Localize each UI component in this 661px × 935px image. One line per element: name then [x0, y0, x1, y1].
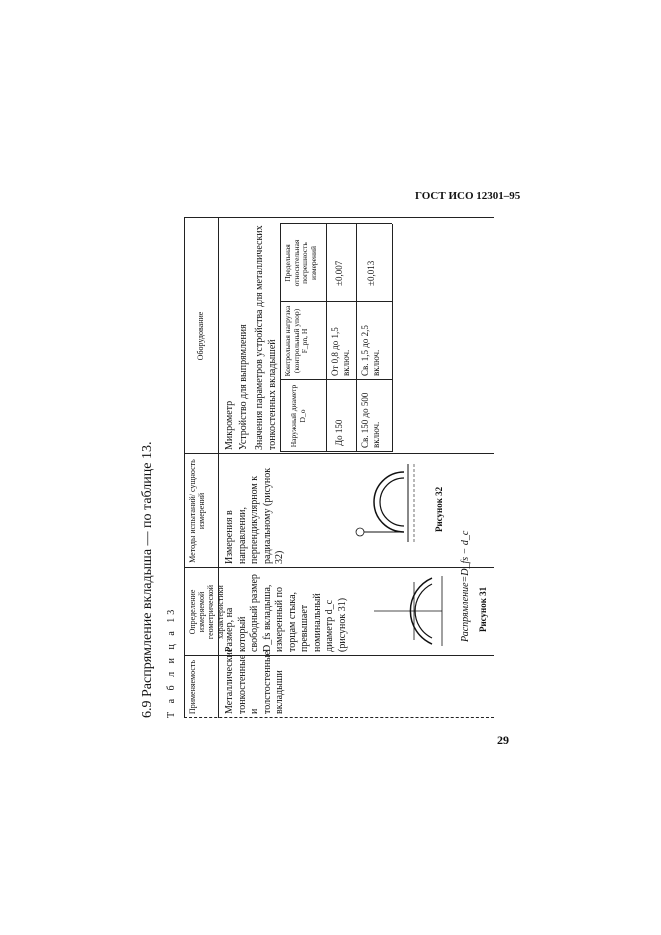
cell-equipment-2: Устройство для выпрямления — [238, 324, 249, 450]
table-13 — [184, 218, 494, 718]
page-header: ГОСТ ИСО 12301–95 — [415, 190, 521, 202]
inner-cell: Св. 1,5 до 2,5 включ. — [360, 325, 381, 376]
cell-definition: Размер, на который свободный размер D_fs вкладыша, измеренный по торцам стыка, превышает номинальный диаметр d_c (рисунок 31) — [224, 574, 348, 652]
cell-method: Измерения в направлении, перпендикулярном к радиальному (рисунок 32) — [224, 467, 285, 564]
figure-32-caption: Рисунок 32 — [434, 486, 444, 532]
figure-31-drawing — [314, 568, 454, 654]
section-title: 6.9 Распрямление вкладыша — по таблице 13. — [140, 441, 155, 718]
cell-equipment-note: Значения параметров устройства для металлических тонкостенных вкладышей — [254, 225, 278, 450]
inner-cell: ±0,013 — [366, 260, 376, 286]
figure-31-formula: Распрямление=D_fs − d_c — [460, 530, 471, 642]
inner-cell: Св. 150 до 500 включ. — [360, 392, 381, 448]
table-caption: Т а б л и ц а 13 — [166, 606, 177, 718]
cell-equipment-1: Микрометр — [224, 400, 235, 450]
cell-applicability: Металлические тонкостенные и толстостенные вкладыши — [224, 647, 285, 714]
inner-cell: От 0,8 до 1,5 включ. — [330, 327, 351, 376]
figure-32-drawing — [324, 462, 424, 552]
inner-cell: До 150 — [334, 419, 344, 446]
rotated-content — [140, 218, 510, 718]
inner-cell: ±0,007 — [334, 260, 344, 286]
header-equipment: Оборудование — [196, 311, 205, 361]
header-applicability: Применяемость — [188, 659, 197, 715]
header-definition: Определение измеряемой геометрической характеристики — [188, 584, 225, 640]
inner-header-diameter: Наружный диаметр D_o — [289, 384, 307, 448]
header-method: Методы испытаний/ сущность измерений — [188, 459, 207, 563]
page-number: 29 — [497, 733, 509, 747]
inner-header-load: Контрольная нагрузка (контрольный упор) F_pn, Н — [283, 305, 310, 377]
figure-31-caption: Рисунок 31 — [478, 586, 488, 632]
inner-header-error: Предельная относительная погрешность измерений — [283, 239, 318, 287]
inner-table — [280, 224, 400, 452]
